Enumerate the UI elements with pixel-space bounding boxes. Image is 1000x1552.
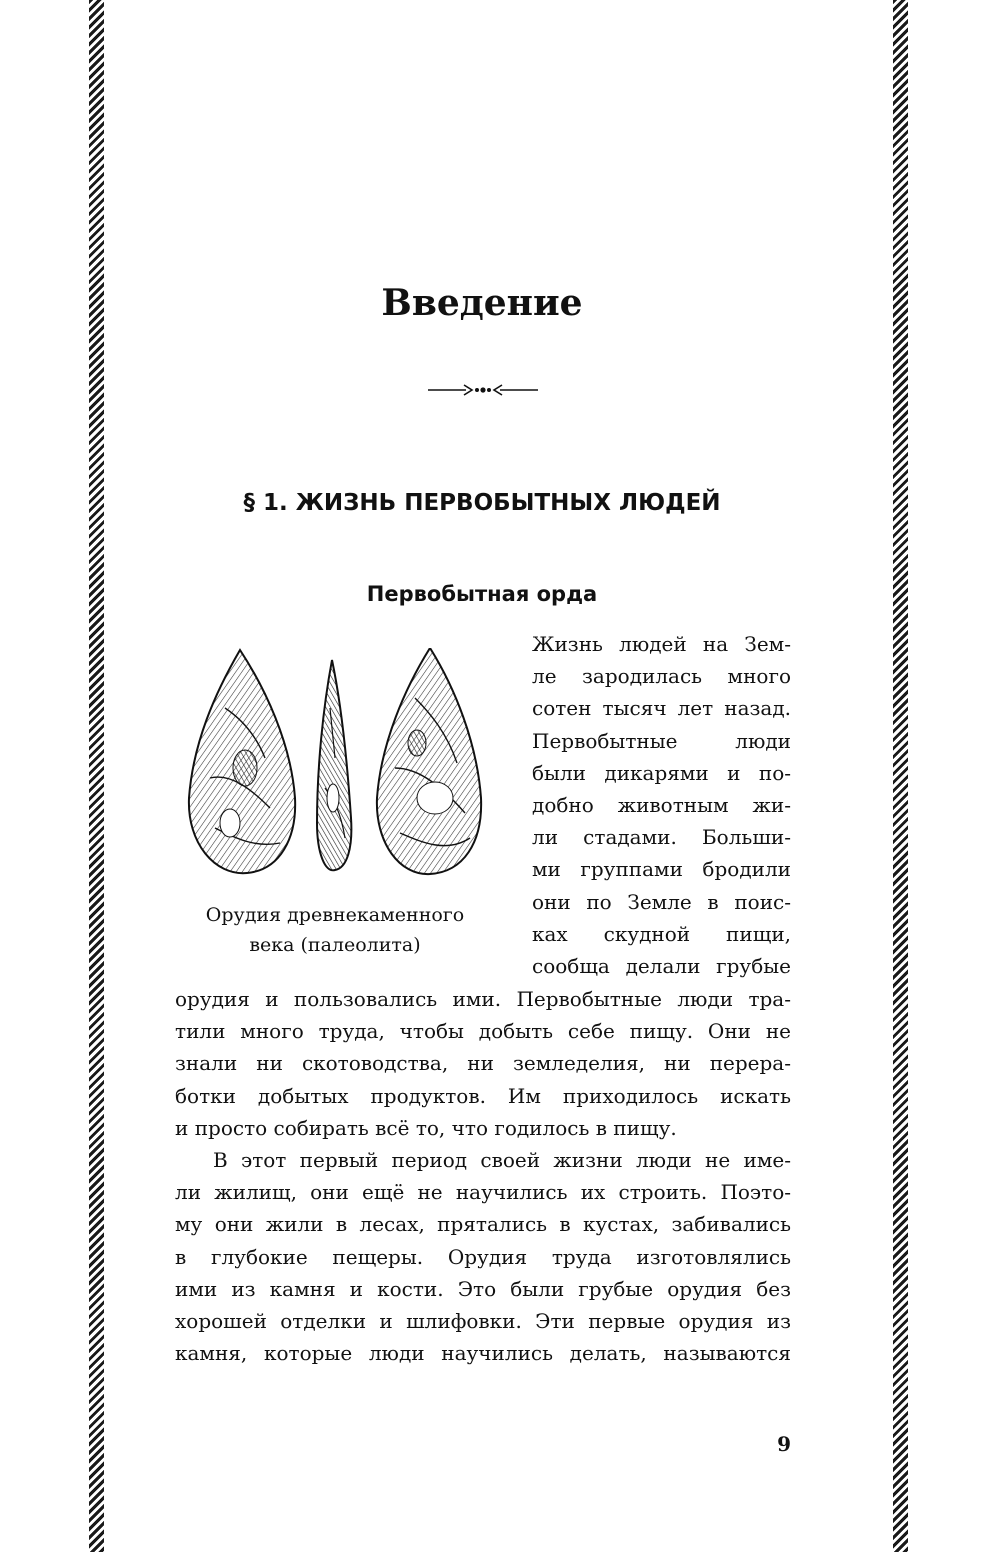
text-line: и просто собирать всё то, что годилось в пищу. <box>175 1115 677 1140</box>
text-line: знали ни скотоводства, ни земледелия, ни перера- <box>175 1051 791 1076</box>
text-line: сотен тысяч лет назад. <box>532 696 791 721</box>
text-line: Жизнь людей на Зем- <box>532 632 791 656</box>
page-number: 9 <box>777 1432 791 1456</box>
text-line: орудия и пользовались ими. Первобытные люди тра- <box>175 987 791 1011</box>
text-line: хорошей отделки и шлифовки. Эти первые орудия из <box>175 1309 791 1334</box>
paleolithic-tools-illustration <box>185 648 485 878</box>
ornament-divider-icon <box>428 378 538 402</box>
text-line: они по Земле в поис- <box>532 889 791 914</box>
figure-caption-line: века (палеолита) <box>249 934 421 956</box>
figure-stone-tools <box>185 648 485 960</box>
text-line: добно животным жи- <box>532 793 791 818</box>
text-line: были дикарями и по- <box>532 760 791 785</box>
hand-axe-right <box>377 648 481 874</box>
text-line: тили много труда, чтобы добыть себе пищу. Они не <box>175 1019 791 1044</box>
figure-caption-line: Орудия древнекаменного <box>205 904 465 926</box>
text-line: камня, которые люди научились делать, называются <box>175 1341 791 1366</box>
text-line: ли жилищ, они ещё не научились их строить. Поэто- <box>175 1180 791 1205</box>
subsection-title: Первобытная орда <box>366 582 598 606</box>
section-title: § 1. ЖИЗНЬ ПЕРВОБЫТНЫХ ЛЮДЕЙ <box>243 490 721 516</box>
text-line: ими из камня и кости. Это были грубые орудия без <box>175 1276 791 1301</box>
paragraph-first-line: В этот первый период своей жизни люди не име- <box>213 1148 791 1173</box>
text-line: Первобытные люди <box>532 728 791 753</box>
text-line: ми группами бродили <box>532 857 791 882</box>
text-line: ле зародилась много <box>532 664 791 689</box>
text-line: в глубокие пещеры. Орудия труда изготовлялись <box>175 1244 791 1269</box>
text-line: ли стадами. Больши- <box>532 825 791 850</box>
text-line: сообща делали грубые <box>532 954 791 979</box>
body-text-full-width <box>175 983 791 1369</box>
text-line: ках скудной пищи, <box>532 921 791 946</box>
text-line: ботки добытых продуктов. Им приходилось искать <box>175 1083 791 1108</box>
decorative-border-right <box>893 0 908 1552</box>
decorative-border-left <box>89 0 104 1552</box>
figure-caption <box>185 900 485 960</box>
chapter-title: Введение <box>381 282 583 324</box>
stone-blade-middle <box>317 660 351 870</box>
text-line: му они жили в лесах, прятались в кустах, забивались <box>175 1212 791 1237</box>
body-text-right-column <box>532 628 791 982</box>
hand-axe-left <box>189 650 295 873</box>
